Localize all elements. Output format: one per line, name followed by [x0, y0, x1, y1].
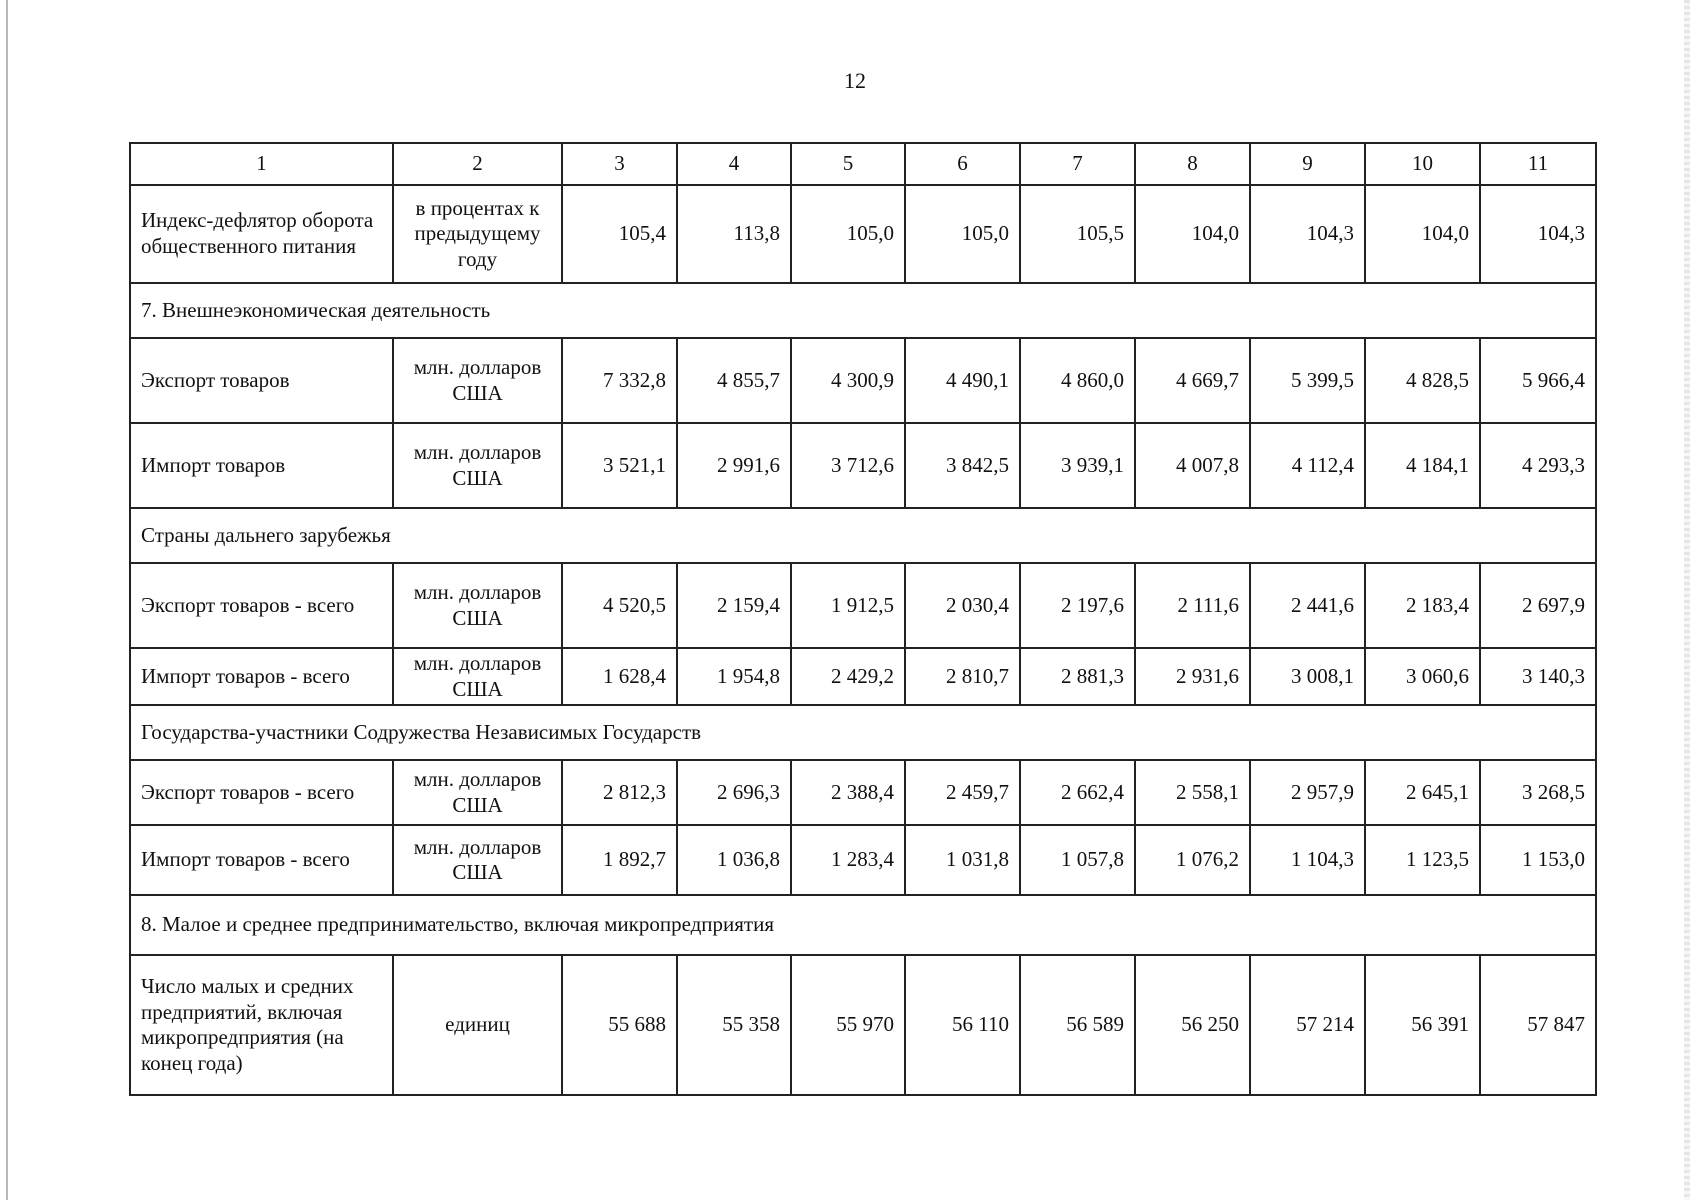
- value-cell: 2 810,7: [905, 648, 1020, 705]
- column-number: 9: [1250, 143, 1365, 185]
- value-cell: 104,0: [1365, 185, 1480, 283]
- value-cell: 2 388,4: [791, 760, 905, 825]
- table-row: [130, 563, 1596, 648]
- value-cell: 4 112,4: [1250, 423, 1365, 508]
- value-cell: 105,5: [1020, 185, 1135, 283]
- section-row: [130, 895, 1596, 955]
- value-cell: 1 628,4: [562, 648, 677, 705]
- value-cell: 2 183,4: [1365, 563, 1480, 648]
- value-cell: 1 954,8: [677, 648, 791, 705]
- column-number: 6: [905, 143, 1020, 185]
- table-row: [130, 338, 1596, 423]
- value-cell: 2 197,6: [1020, 563, 1135, 648]
- column-number: 11: [1480, 143, 1596, 185]
- table-row: [130, 423, 1596, 508]
- value-cell: 3 140,3: [1480, 648, 1596, 705]
- value-cell: 55 688: [562, 955, 677, 1095]
- value-cell: 3 008,1: [1250, 648, 1365, 705]
- scan-edge-right: [1684, 0, 1690, 1200]
- value-cell: 3 060,6: [1365, 648, 1480, 705]
- column-number: 2: [393, 143, 562, 185]
- value-cell: 2 159,4: [677, 563, 791, 648]
- value-cell: 2 030,4: [905, 563, 1020, 648]
- column-number: 5: [791, 143, 905, 185]
- section-row: [130, 705, 1596, 760]
- section-row: [130, 283, 1596, 338]
- value-cell: 57 847: [1480, 955, 1596, 1095]
- value-cell: 4 490,1: [905, 338, 1020, 423]
- value-cell: 4 669,7: [1135, 338, 1250, 423]
- table-row: [130, 955, 1596, 1095]
- value-cell: 2 441,6: [1250, 563, 1365, 648]
- value-cell: 2 957,9: [1250, 760, 1365, 825]
- value-cell: 3 712,6: [791, 423, 905, 508]
- value-cell: 55 970: [791, 955, 905, 1095]
- value-cell: 57 214: [1250, 955, 1365, 1095]
- indicator-name: Импорт товаров - всего: [130, 825, 393, 895]
- statistics-table: [129, 142, 1597, 1096]
- value-cell: 4 860,0: [1020, 338, 1135, 423]
- column-number: 1: [130, 143, 393, 185]
- indicator-name: Экспорт товаров: [130, 338, 393, 423]
- value-cell: 3 842,5: [905, 423, 1020, 508]
- column-number: 3: [562, 143, 677, 185]
- value-cell: 2 429,2: [791, 648, 905, 705]
- value-cell: 104,3: [1480, 185, 1596, 283]
- indicator-name: Импорт товаров: [130, 423, 393, 508]
- table-row: [130, 760, 1596, 825]
- table-row: [130, 185, 1596, 283]
- value-cell: 113,8: [677, 185, 791, 283]
- value-cell: 2 662,4: [1020, 760, 1135, 825]
- value-cell: 2 812,3: [562, 760, 677, 825]
- value-cell: 2 696,3: [677, 760, 791, 825]
- value-cell: 3 939,1: [1020, 423, 1135, 508]
- scan-edge-left: [6, 0, 8, 1200]
- value-cell: 104,3: [1250, 185, 1365, 283]
- value-cell: 56 250: [1135, 955, 1250, 1095]
- value-cell: 1 892,7: [562, 825, 677, 895]
- unit-cell: млн. долларов США: [393, 423, 562, 508]
- value-cell: 56 589: [1020, 955, 1135, 1095]
- value-cell: 1 123,5: [1365, 825, 1480, 895]
- column-number: 10: [1365, 143, 1480, 185]
- value-cell: 4 828,5: [1365, 338, 1480, 423]
- value-cell: 2 991,6: [677, 423, 791, 508]
- unit-cell: единиц: [393, 955, 562, 1095]
- unit-cell: млн. долларов США: [393, 825, 562, 895]
- value-cell: 1 031,8: [905, 825, 1020, 895]
- value-cell: 4 293,3: [1480, 423, 1596, 508]
- column-number: 8: [1135, 143, 1250, 185]
- value-cell: 2 931,6: [1135, 648, 1250, 705]
- value-cell: 2 645,1: [1365, 760, 1480, 825]
- page-number: 12: [844, 68, 866, 93]
- indicator-name: Число малых и средних предприятий, включая микропредприятия (на конец года): [130, 955, 393, 1095]
- value-cell: 4 184,1: [1365, 423, 1480, 508]
- column-number: 7: [1020, 143, 1135, 185]
- value-cell: 2 111,6: [1135, 563, 1250, 648]
- value-cell: 2 697,9: [1480, 563, 1596, 648]
- column-number: 4: [677, 143, 791, 185]
- value-cell: 56 391: [1365, 955, 1480, 1095]
- value-cell: 104,0: [1135, 185, 1250, 283]
- table-row: [130, 648, 1596, 705]
- value-cell: 2 459,7: [905, 760, 1020, 825]
- unit-cell: млн. долларов США: [393, 760, 562, 825]
- value-cell: 1 283,4: [791, 825, 905, 895]
- value-cell: 4 520,5: [562, 563, 677, 648]
- section-title: 8. Малое и среднее предпринимательство, включая микропредприятия: [130, 895, 1596, 955]
- value-cell: 105,4: [562, 185, 677, 283]
- section-row: [130, 508, 1596, 563]
- value-cell: 1 104,3: [1250, 825, 1365, 895]
- value-cell: 105,0: [791, 185, 905, 283]
- value-cell: 3 268,5: [1480, 760, 1596, 825]
- value-cell: 5 966,4: [1480, 338, 1596, 423]
- unit-cell: млн. долларов США: [393, 338, 562, 423]
- value-cell: 4 855,7: [677, 338, 791, 423]
- unit-cell: млн. долларов США: [393, 563, 562, 648]
- value-cell: 2 881,3: [1020, 648, 1135, 705]
- value-cell: 5 399,5: [1250, 338, 1365, 423]
- value-cell: 105,0: [905, 185, 1020, 283]
- indicator-name: Экспорт товаров - всего: [130, 563, 393, 648]
- indicator-name: Импорт товаров - всего: [130, 648, 393, 705]
- unit-cell: млн. долларов США: [393, 648, 562, 705]
- section-title: 7. Внешнеэкономическая деятельность: [130, 283, 1596, 338]
- value-cell: 1 076,2: [1135, 825, 1250, 895]
- value-cell: 2 558,1: [1135, 760, 1250, 825]
- value-cell: 1 057,8: [1020, 825, 1135, 895]
- indicator-name: Экспорт товаров - всего: [130, 760, 393, 825]
- section-title: Государства-участники Содружества Независимых Государств: [130, 705, 1596, 760]
- unit-cell: в процентах к предыдущему году: [393, 185, 562, 283]
- value-cell: 7 332,8: [562, 338, 677, 423]
- column-number-row: [130, 143, 1596, 185]
- value-cell: 3 521,1: [562, 423, 677, 508]
- value-cell: 4 300,9: [791, 338, 905, 423]
- value-cell: 1 153,0: [1480, 825, 1596, 895]
- value-cell: 4 007,8: [1135, 423, 1250, 508]
- value-cell: 55 358: [677, 955, 791, 1095]
- value-cell: 56 110: [905, 955, 1020, 1095]
- value-cell: 1 912,5: [791, 563, 905, 648]
- indicator-name: Индекс-дефлятор оборота общественного питания: [130, 185, 393, 283]
- section-title: Страны дальнего зарубежья: [130, 508, 1596, 563]
- table-row: [130, 825, 1596, 895]
- value-cell: 1 036,8: [677, 825, 791, 895]
